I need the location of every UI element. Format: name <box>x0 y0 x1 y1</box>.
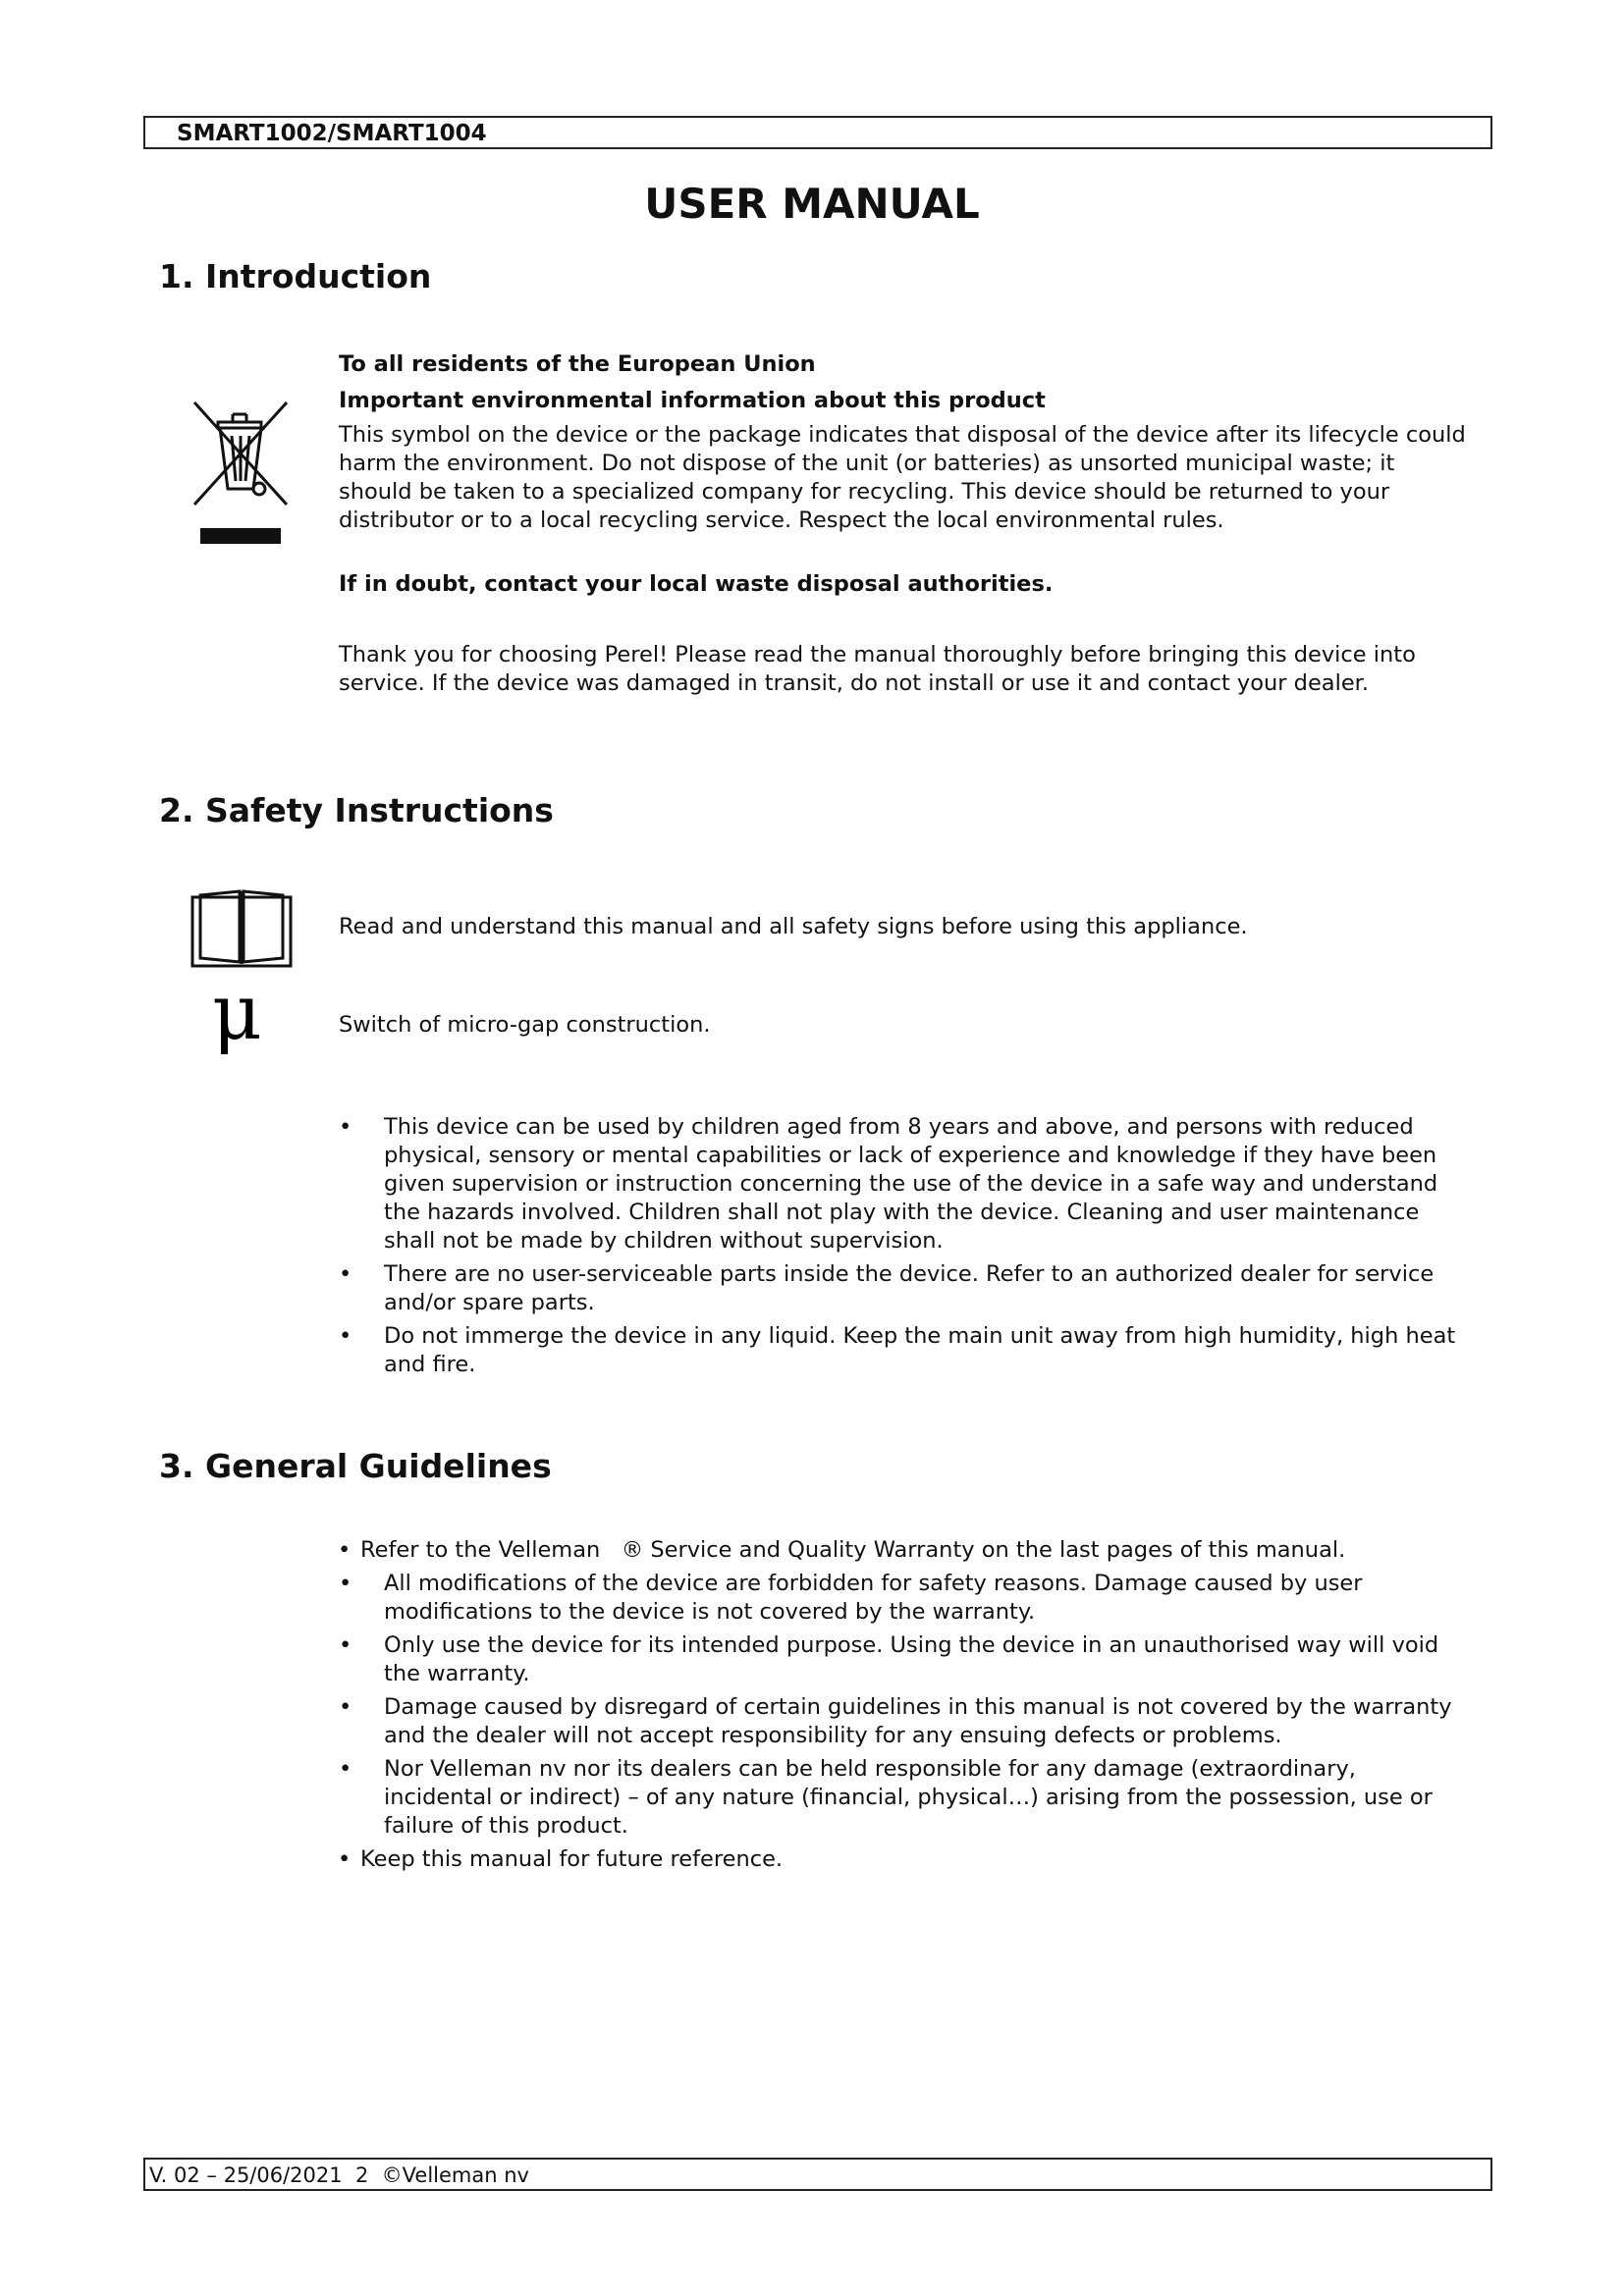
thanks-text: Thank you for choosing Perel! Please read the manual thoroughly before bringing this device into service. If the device was damaged in transit, do not install or use it and contact your dealer. <box>339 642 1416 696</box>
open-book-icon <box>190 883 293 968</box>
model-label: SMART1002/SMART1004 <box>177 121 487 146</box>
list-item: • This device can be used by children aged from 8 years and above, and persons with reduced physical, sensory or mental capabilities or lack of experience and knowledge if they have been given supervision or instruction concerning the use of the device in a safe way and understand the hazards involved. Children shall not play with the device. Cleaning and user maintenance shall not be made by children without supervision. <box>339 1113 1468 1255</box>
list-item: • All modifications of the device are forbidden for safety reasons. Damage caused by user modifications to the device is not covered by the warranty. <box>339 1570 1468 1627</box>
list-item: • Do not immerge the device in any liquid. Keep the main unit away from high humidity, high heat and fire. <box>339 1322 1468 1379</box>
read-manual-text: Read and understand this manual and all safety signs before using this appliance. <box>339 914 1248 939</box>
footer-box <box>143 2158 1492 2191</box>
page-title: USER MANUAL <box>644 180 980 228</box>
section-introduction-heading: 1. Introduction <box>159 257 432 295</box>
micro-symbol-icon <box>208 982 277 1070</box>
header-box <box>143 116 1492 149</box>
section-safety-heading: 2. Safety Instructions <box>159 791 554 829</box>
list-item: • Damage caused by disregard of certain guidelines in this manual is not covered by the warranty and the dealer will not accept responsibility for any ensuing defects or problems. <box>339 1693 1468 1750</box>
safety-bullet-list <box>339 1113 1468 1384</box>
eu-body-text: This symbol on the device or the package indicates that disposal of the device after its lifecycle could harm the environment. Do not dispose of the unit (or batteries) as unsorted municipal waste; it should be taken to a specialized company for recycling. This device should be returned to your distributor or to a local recycling service. Respect the local environmental rules. <box>339 422 1466 533</box>
section-guidelines-heading: 3. General Guidelines <box>159 1447 552 1485</box>
list-item: • Refer to the Velleman ® Service and Quality Warranty on the last pages of this manual. <box>339 1536 1468 1565</box>
eu-residents-line: To all residents of the European Union <box>339 351 816 377</box>
guidelines-bullet-list <box>339 1536 1468 1879</box>
crossed-bin-icon <box>185 395 297 552</box>
micro-gap-text: Switch of micro-gap construction. <box>339 1012 711 1038</box>
eu-info-line: Important environmental information about this product <box>339 388 1046 413</box>
list-item: • Only use the device for its intended purpose. Using the device in an unauthorised way will void the warranty. <box>339 1631 1468 1688</box>
footer-text: V. 02 – 25/06/2021 2 ©Velleman nv <box>149 2163 529 2187</box>
eu-doubt-line: If in doubt, contact your local waste disposal authorities. <box>339 571 1054 597</box>
list-item: • Nor Velleman nv nor its dealers can be held responsible for any damage (extraordinary, incidental or indirect) – of any nature (financial, physical…) arising from the possession, use or failure of this product. <box>339 1755 1468 1841</box>
list-item: • There are no user-serviceable parts inside the device. Refer to an authorized dealer for service and/or spare parts. <box>339 1260 1468 1317</box>
list-item: • Keep this manual for future reference. <box>339 1845 1468 1874</box>
svg-text:μ: μ <box>212 982 262 1057</box>
